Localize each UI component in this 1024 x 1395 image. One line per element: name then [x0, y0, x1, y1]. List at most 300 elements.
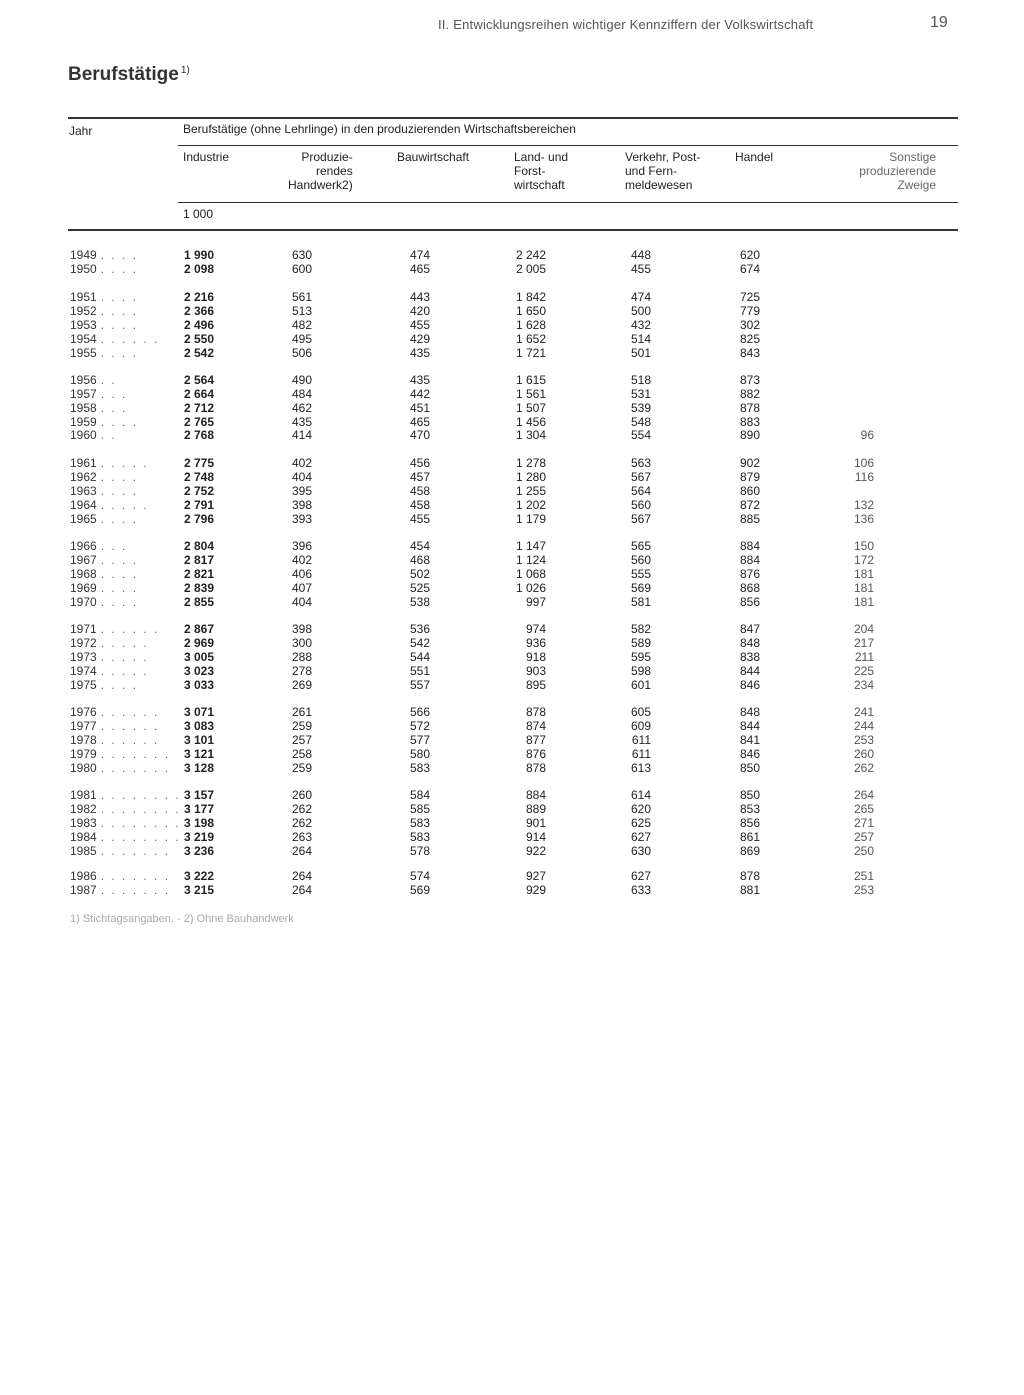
column-header-verkehr: Verkehr, Post- und Fern- meldewesen — [625, 150, 701, 192]
leader-dots: . . . . . — [100, 664, 149, 678]
cell-industrie: 3 033 — [183, 678, 214, 692]
cell-verkehr: 448 — [630, 248, 651, 262]
leader-dots: . . . . . . — [100, 705, 160, 719]
cell-verkehr: 605 — [630, 705, 651, 719]
cell-verkehr: 567 — [630, 512, 651, 526]
cell-verkehr: 548 — [630, 415, 651, 429]
cell-sonstige — [804, 373, 874, 387]
cell-bauwirtschaft: 435 — [409, 373, 430, 387]
cell-handwerk: 257 — [291, 733, 312, 747]
leader-dots: . . . — [100, 387, 128, 401]
cell-verkehr: 598 — [630, 664, 651, 678]
year-label: 1969 — [70, 581, 97, 595]
year-label: 1972 — [70, 636, 97, 650]
cell-land-forstwirtschaft: 1 842 — [515, 290, 546, 304]
cell-sonstige: 106 — [853, 456, 874, 470]
cell-handel: 848 — [739, 636, 760, 650]
cell-industrie: 2 775 — [183, 456, 214, 470]
year-label: 1977 — [70, 719, 97, 733]
row-year-1975 — [70, 678, 138, 692]
cell-verkehr: 630 — [630, 844, 651, 858]
cell-land-forstwirtschaft: 936 — [525, 636, 546, 650]
cell-handwerk: 262 — [291, 816, 312, 830]
leader-dots: . . . . . . — [100, 332, 160, 346]
cell-verkehr: 633 — [630, 883, 651, 897]
year-label: 1976 — [70, 705, 97, 719]
row-year-1973 — [70, 650, 149, 664]
cell-bauwirtschaft: 584 — [409, 788, 430, 802]
cell-sonstige — [804, 248, 874, 262]
year-label: 1982 — [70, 802, 97, 816]
leader-dots: . . . . — [100, 415, 139, 429]
cell-bauwirtschaft: 525 — [409, 581, 430, 595]
cell-industrie: 1 990 — [183, 248, 214, 262]
cell-land-forstwirtschaft: 1 721 — [515, 346, 546, 360]
cell-bauwirtschaft: 468 — [409, 553, 430, 567]
cell-handel: 884 — [739, 553, 760, 567]
row-year-1964 — [70, 498, 149, 512]
cell-sonstige: 253 — [853, 733, 874, 747]
cell-sonstige: 132 — [853, 498, 874, 512]
cell-verkehr: 569 — [630, 581, 651, 595]
cell-handwerk: 600 — [291, 262, 312, 276]
cell-handwerk: 393 — [291, 512, 312, 526]
year-label: 1973 — [70, 650, 97, 664]
year-label: 1970 — [70, 595, 97, 609]
cell-handwerk: 260 — [291, 788, 312, 802]
cell-industrie: 2 564 — [183, 373, 214, 387]
year-label: 1975 — [70, 678, 97, 692]
year-label: 1960 — [70, 428, 97, 442]
cell-verkehr: 432 — [630, 318, 651, 332]
column-header-handwerk: Produzie- rendes Handwerk2) — [288, 150, 353, 192]
row-year-1966 — [70, 539, 127, 553]
leader-dots: . . . . . . . — [100, 761, 171, 775]
cell-bauwirtschaft: 580 — [409, 747, 430, 761]
cell-bauwirtschaft: 572 — [409, 719, 430, 733]
cell-verkehr: 620 — [630, 802, 651, 816]
leader-dots: . . . . . — [100, 498, 149, 512]
row-year-1959 — [70, 415, 138, 429]
cell-bauwirtschaft: 465 — [409, 415, 430, 429]
cell-industrie: 2 752 — [183, 484, 214, 498]
cell-handel: 869 — [739, 844, 760, 858]
cell-sonstige: 257 — [853, 830, 874, 844]
title-text: Berufstätige — [68, 64, 179, 85]
cell-sonstige: 136 — [853, 512, 874, 526]
cell-industrie: 3 157 — [183, 788, 214, 802]
year-label: 1981 — [70, 788, 97, 802]
cell-industrie: 2 804 — [183, 539, 214, 553]
cell-handel: 850 — [739, 788, 760, 802]
cell-sonstige: 250 — [853, 844, 874, 858]
cell-bauwirtschaft: 470 — [409, 428, 430, 442]
cell-handwerk: 402 — [291, 553, 312, 567]
footnote: 1) Stichtagsangaben. - 2) Ohne Bauhandwerk — [70, 913, 294, 925]
row-year-1949 — [70, 248, 138, 262]
cell-handwerk: 264 — [291, 883, 312, 897]
cell-handel: 890 — [739, 428, 760, 442]
cell-industrie: 2 969 — [183, 636, 214, 650]
cell-verkehr: 563 — [630, 456, 651, 470]
cell-sonstige — [804, 332, 874, 346]
leader-dots: . . . . — [100, 484, 139, 498]
cell-land-forstwirtschaft: 2 242 — [515, 248, 546, 262]
cell-bauwirtschaft: 443 — [409, 290, 430, 304]
cell-industrie: 3 198 — [183, 816, 214, 830]
cell-industrie: 3 101 — [183, 733, 214, 747]
row-year-1958 — [70, 401, 127, 415]
cell-land-forstwirtschaft: 878 — [525, 761, 546, 775]
cell-bauwirtschaft: 455 — [409, 318, 430, 332]
cell-bauwirtschaft: 557 — [409, 678, 430, 692]
row-year-1953 — [70, 318, 138, 332]
cell-bauwirtschaft: 578 — [409, 844, 430, 858]
cell-handwerk: 482 — [291, 318, 312, 332]
cell-land-forstwirtschaft: 1 280 — [515, 470, 546, 484]
cell-industrie: 3 222 — [183, 869, 214, 883]
cell-verkehr: 613 — [630, 761, 651, 775]
cell-land-forstwirtschaft: 878 — [525, 705, 546, 719]
cell-land-forstwirtschaft: 974 — [525, 622, 546, 636]
unit-label: 1 000 — [183, 207, 214, 221]
cell-handel: 856 — [739, 595, 760, 609]
cell-sonstige: 116 — [854, 470, 874, 484]
cell-sonstige: 96 — [860, 428, 874, 442]
leader-dots: . . . . — [100, 262, 139, 276]
cell-handel: 825 — [739, 332, 760, 346]
leader-dots: . . . . — [100, 581, 139, 595]
cell-verkehr: 560 — [630, 553, 651, 567]
year-label: 1955 — [70, 346, 97, 360]
cell-bauwirtschaft: 435 — [409, 346, 430, 360]
cell-sonstige: 181 — [853, 595, 874, 609]
leader-dots: . . . . — [100, 553, 139, 567]
cell-industrie: 3 128 — [183, 761, 214, 775]
cell-verkehr: 595 — [630, 650, 651, 664]
cell-industrie: 2 855 — [183, 595, 214, 609]
cell-land-forstwirtschaft: 929 — [525, 883, 546, 897]
cell-bauwirtschaft: 585 — [409, 802, 430, 816]
group-header: Berufstätige (ohne Lehrlinge) in den produzierenden Wirtschaftsbereichen — [183, 122, 576, 136]
cell-verkehr: 627 — [630, 830, 651, 844]
cell-verkehr: 455 — [630, 262, 651, 276]
cell-sonstige — [804, 346, 874, 360]
row-year-1970 — [70, 595, 138, 609]
cell-industrie: 3 121 — [183, 747, 214, 761]
cell-bauwirtschaft: 536 — [409, 622, 430, 636]
year-label: 1958 — [70, 401, 97, 415]
cell-verkehr: 567 — [630, 470, 651, 484]
cell-sonstige — [804, 304, 874, 318]
cell-handwerk: 261 — [291, 705, 312, 719]
leader-dots: . . . . — [100, 290, 139, 304]
cell-verkehr: 560 — [630, 498, 651, 512]
cell-verkehr: 501 — [630, 346, 651, 360]
cell-land-forstwirtschaft: 889 — [525, 802, 546, 816]
cell-handwerk: 259 — [291, 761, 312, 775]
leader-dots: . . . . — [100, 470, 139, 484]
leader-dots: . . . . . . . . — [100, 830, 181, 844]
cell-handel: 302 — [739, 318, 760, 332]
cell-handwerk: 513 — [291, 304, 312, 318]
cell-handwerk: 278 — [291, 664, 312, 678]
cell-handwerk: 630 — [291, 248, 312, 262]
cell-handwerk: 395 — [291, 484, 312, 498]
cell-bauwirtschaft: 544 — [409, 650, 430, 664]
cell-industrie: 3 215 — [183, 883, 214, 897]
cell-handwerk: 404 — [291, 470, 312, 484]
cell-verkehr: 518 — [630, 373, 651, 387]
cell-industrie: 2 216 — [183, 290, 214, 304]
cell-industrie: 2 550 — [183, 332, 214, 346]
cell-verkehr: 474 — [630, 290, 651, 304]
cell-industrie: 2 839 — [183, 581, 214, 595]
cell-handel: 674 — [739, 262, 760, 276]
cell-industrie: 2 796 — [183, 512, 214, 526]
year-label: 1985 — [70, 844, 97, 858]
cell-sonstige — [804, 387, 874, 401]
cell-land-forstwirtschaft: 1 026 — [515, 581, 546, 595]
cell-bauwirtschaft: 542 — [409, 636, 430, 650]
row-year-1967 — [70, 553, 138, 567]
cell-handel: 843 — [739, 346, 760, 360]
cell-handel: 902 — [739, 456, 760, 470]
cell-bauwirtschaft: 429 — [409, 332, 430, 346]
cell-handwerk: 462 — [291, 401, 312, 415]
cell-handel: 885 — [739, 512, 760, 526]
cell-verkehr: 531 — [630, 387, 651, 401]
cell-verkehr: 589 — [630, 636, 651, 650]
cell-handwerk: 561 — [291, 290, 312, 304]
column-header-handel: Handel — [735, 150, 774, 164]
row-year-1956 — [70, 373, 117, 387]
cell-sonstige — [804, 290, 874, 304]
year-label: 1956 — [70, 373, 97, 387]
cell-bauwirtschaft: 574 — [409, 869, 430, 883]
year-label: 1968 — [70, 567, 97, 581]
leader-dots: . . . . — [100, 678, 139, 692]
leader-dots: . . . — [100, 539, 128, 553]
cell-industrie: 2 542 — [183, 346, 214, 360]
row-year-1951 — [70, 290, 138, 304]
row-year-1965 — [70, 512, 138, 526]
cell-sonstige: 181 — [853, 581, 874, 595]
cell-land-forstwirtschaft: 877 — [525, 733, 546, 747]
row-year-1972 — [70, 636, 149, 650]
cell-sonstige: 262 — [853, 761, 874, 775]
cell-handel: 876 — [739, 567, 760, 581]
cell-industrie: 2 817 — [183, 553, 214, 567]
cell-land-forstwirtschaft: 1 561 — [515, 387, 546, 401]
cell-handwerk: 262 — [291, 802, 312, 816]
cell-handel: 879 — [739, 470, 760, 484]
cell-bauwirtschaft: 583 — [409, 830, 430, 844]
cell-industrie: 2 768 — [183, 428, 214, 442]
leader-dots: . . . . . . . . — [100, 802, 181, 816]
cell-land-forstwirtschaft: 895 — [525, 678, 546, 692]
cell-industrie: 3 023 — [183, 664, 214, 678]
cell-sonstige: 150 — [853, 539, 874, 553]
table-top-rule — [68, 117, 958, 119]
cell-land-forstwirtschaft: 1 507 — [515, 401, 546, 415]
year-label: 1959 — [70, 415, 97, 429]
row-year-1950 — [70, 262, 138, 276]
cell-handwerk: 484 — [291, 387, 312, 401]
cell-land-forstwirtschaft: 884 — [525, 788, 546, 802]
cell-land-forstwirtschaft: 1 615 — [515, 373, 546, 387]
cell-bauwirtschaft: 457 — [409, 470, 430, 484]
cell-handel: 844 — [739, 664, 760, 678]
cell-handwerk: 404 — [291, 595, 312, 609]
cell-verkehr: 625 — [630, 816, 651, 830]
leader-dots: . . . . . — [100, 636, 149, 650]
leader-dots: . . . . . . . . — [100, 816, 181, 830]
year-label: 1983 — [70, 816, 97, 830]
row-year-1952 — [70, 304, 138, 318]
cell-handel: 883 — [739, 415, 760, 429]
cell-sonstige — [804, 262, 874, 276]
cell-handel: 868 — [739, 581, 760, 595]
cell-land-forstwirtschaft: 922 — [525, 844, 546, 858]
cell-sonstige: 234 — [853, 678, 874, 692]
leader-dots: . . . . . . . — [100, 747, 171, 761]
cell-handwerk: 259 — [291, 719, 312, 733]
cell-verkehr: 581 — [630, 595, 651, 609]
cell-handel: 878 — [739, 401, 760, 415]
year-label: 1986 — [70, 869, 97, 883]
leader-dots: . . . — [100, 401, 128, 415]
cell-verkehr: 611 — [631, 747, 651, 761]
cell-sonstige — [804, 415, 874, 429]
page-title — [68, 64, 190, 86]
cell-sonstige: 253 — [853, 883, 874, 897]
year-label: 1966 — [70, 539, 97, 553]
cell-bauwirtschaft: 551 — [409, 664, 430, 678]
row-year-1960 — [70, 428, 117, 442]
year-label: 1953 — [70, 318, 97, 332]
cell-handwerk: 398 — [291, 622, 312, 636]
cell-handel: 850 — [739, 761, 760, 775]
year-label: 1987 — [70, 883, 97, 897]
year-label: 1964 — [70, 498, 97, 512]
cell-verkehr: 565 — [630, 539, 651, 553]
group-header-rule — [178, 145, 958, 146]
cell-bauwirtschaft: 442 — [409, 387, 430, 401]
cell-industrie: 2 664 — [183, 387, 214, 401]
cell-sonstige: 217 — [853, 636, 874, 650]
leader-dots: . . . . . . . . — [100, 788, 181, 802]
running-head: II. Entwicklungsreihen wichtiger Kennziffern der Volkswirtschaft — [438, 17, 814, 32]
leader-dots: . . . . — [100, 595, 139, 609]
leader-dots: . . — [100, 428, 117, 442]
cell-verkehr: 554 — [630, 428, 651, 442]
cell-sonstige: 204 — [853, 622, 874, 636]
year-label: 1965 — [70, 512, 97, 526]
leader-dots: . . . . — [100, 248, 139, 262]
column-header-sonstige: Sonstige produzierende Zweige — [859, 150, 936, 192]
cell-bauwirtschaft: 577 — [409, 733, 430, 747]
cell-sonstige: 271 — [853, 816, 874, 830]
cell-verkehr: 582 — [630, 622, 651, 636]
row-year-1961 — [70, 456, 149, 470]
cell-handel: 848 — [739, 705, 760, 719]
cell-industrie: 3 005 — [183, 650, 214, 664]
cell-handel: 841 — [739, 733, 760, 747]
cell-handwerk: 258 — [291, 747, 312, 761]
cell-handel: 853 — [739, 802, 760, 816]
cell-land-forstwirtschaft: 927 — [525, 869, 546, 883]
row-year-1957 — [70, 387, 127, 401]
cell-sonstige: 172 — [853, 553, 874, 567]
cell-handwerk: 398 — [291, 498, 312, 512]
leader-dots: . . . . . — [100, 456, 149, 470]
cell-handel: 882 — [739, 387, 760, 401]
cell-sonstige: 244 — [853, 719, 874, 733]
year-label: 1957 — [70, 387, 97, 401]
cell-industrie: 2 867 — [183, 622, 214, 636]
leader-dots: . . . . — [100, 567, 139, 581]
cell-industrie: 3 083 — [183, 719, 214, 733]
cell-sonstige: 265 — [853, 802, 874, 816]
leader-dots: . . . . — [100, 304, 139, 318]
cell-land-forstwirtschaft: 2 005 — [515, 262, 546, 276]
cell-land-forstwirtschaft: 1 650 — [515, 304, 546, 318]
cell-handel: 847 — [739, 622, 760, 636]
cell-handel: 779 — [739, 304, 760, 318]
leader-dots: . . . . . . . — [100, 844, 171, 858]
column-header-industrie: Industrie — [183, 150, 230, 164]
leader-dots: . . . . . — [100, 650, 149, 664]
cell-bauwirtschaft: 502 — [409, 567, 430, 581]
cell-land-forstwirtschaft: 1 179 — [515, 512, 546, 526]
year-column-header: Jahr — [69, 124, 93, 138]
cell-land-forstwirtschaft: 1 278 — [515, 456, 546, 470]
cell-industrie: 2 791 — [183, 498, 214, 512]
cell-verkehr: 539 — [630, 401, 651, 415]
cell-industrie: 2 748 — [183, 470, 214, 484]
unit-rule — [178, 202, 958, 203]
cell-land-forstwirtschaft: 1 456 — [515, 415, 546, 429]
cell-industrie: 2 366 — [183, 304, 214, 318]
cell-land-forstwirtschaft: 918 — [525, 650, 546, 664]
cell-handwerk: 490 — [291, 373, 312, 387]
leader-dots: . . . . . . — [100, 719, 160, 733]
cell-verkehr: 555 — [630, 567, 651, 581]
cell-handel: 861 — [739, 830, 760, 844]
cell-industrie: 3 177 — [183, 802, 214, 816]
cell-bauwirtschaft: 458 — [409, 484, 430, 498]
cell-handel: 872 — [739, 498, 760, 512]
cell-bauwirtschaft: 465 — [409, 262, 430, 276]
cell-handwerk: 414 — [291, 428, 312, 442]
cell-land-forstwirtschaft: 1 147 — [515, 539, 546, 553]
cell-bauwirtschaft: 538 — [409, 595, 430, 609]
cell-land-forstwirtschaft: 1 652 — [515, 332, 546, 346]
cell-handel: 856 — [739, 816, 760, 830]
cell-handwerk: 506 — [291, 346, 312, 360]
cell-bauwirtschaft: 566 — [409, 705, 430, 719]
cell-sonstige: 260 — [853, 747, 874, 761]
row-year-1962 — [70, 470, 138, 484]
cell-handwerk: 406 — [291, 567, 312, 581]
cell-handel: 860 — [739, 484, 760, 498]
cell-handel: 844 — [739, 719, 760, 733]
cell-industrie: 3 236 — [183, 844, 214, 858]
cell-verkehr: 614 — [630, 788, 651, 802]
row-year-1955 — [70, 346, 138, 360]
cell-bauwirtschaft: 451 — [409, 401, 430, 415]
